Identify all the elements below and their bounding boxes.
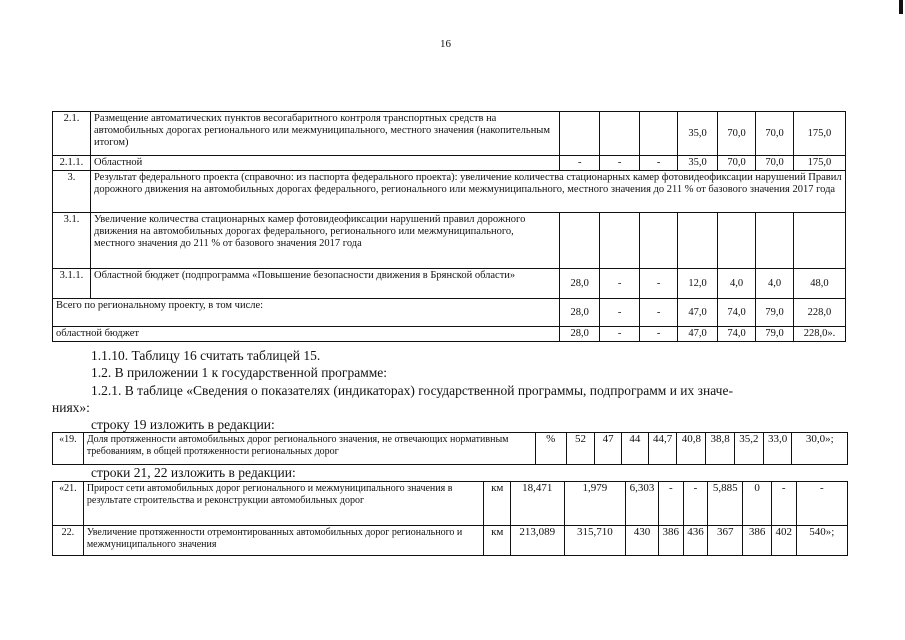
paragraph-1-1-10: 1.1.10. Таблицу 16 считать таблицей 15. (91, 348, 321, 363)
value-cell: 386 (743, 526, 772, 556)
value-cell: 430 (626, 526, 659, 556)
row-text: Областной (90, 156, 559, 171)
total-label: Всего по региональному проекту, в том числе: (53, 299, 560, 327)
value-cell: 47,0 (678, 327, 718, 342)
table-row (53, 213, 846, 269)
row-index: 3. (53, 171, 91, 213)
unit-cell: км (484, 482, 511, 526)
value-cell: 40,8 (677, 433, 706, 465)
value-cell (756, 213, 794, 269)
table-row (53, 269, 846, 299)
value-cell: 35,0 (678, 112, 718, 156)
value-cell: 70,0 (756, 112, 794, 156)
value-cell (600, 213, 640, 269)
value-cell: 28,0 (560, 269, 600, 299)
value-cell: - (600, 269, 640, 299)
paragraph-1-2-1: 1.2.1. В таблице «Сведения о показателях (индикаторах) государственной программы, подпрограмм и их значе- (91, 383, 733, 398)
value-cell: 4,0 (756, 269, 794, 299)
value-cell: 79,0 (756, 327, 794, 342)
value-cell: 18,471 (511, 482, 564, 526)
value-cell: 28,0 (560, 327, 600, 342)
value-cell: 74,0 (718, 327, 756, 342)
value-cell: - (658, 482, 683, 526)
row-index: 3.1.1. (53, 269, 91, 299)
value-cell (600, 112, 640, 156)
value-cell: 213,089 (511, 526, 564, 556)
value-cell: 47,0 (678, 299, 718, 327)
value-cell (718, 213, 756, 269)
paragraph-rows21-22: строки 21, 22 изложить в редакции: (91, 465, 296, 480)
row-text: Размещение автоматических пунктов весогабаритного контроля транспортных средств на автомобильных дорогах регионального или межмуниципального, местного значения (накопительным итогом) (90, 112, 559, 156)
value-cell (560, 112, 600, 156)
row-text: Результат федерального проекта (справочно: из паспорта федерального проекта): увеличение количества стационарных камер фотовидеофиксации нарушений Правил дорожного движения на автомобильных дорогах федерального, регионального или межмуниципального, местного значения до 211 % от базового значения 2017 года (90, 171, 845, 213)
table-row (53, 171, 846, 213)
value-cell: 74,0 (718, 299, 756, 327)
value-cell: 175,0 (793, 112, 845, 156)
value-cell (640, 213, 678, 269)
regional-project-table (52, 111, 846, 342)
edge-mark (899, 0, 903, 14)
value-cell: 175,0 (793, 156, 845, 171)
value-cell: 38,8 (706, 433, 735, 465)
value-cell: 35,2 (734, 433, 763, 465)
row-index: 3.1. (53, 213, 91, 269)
value-cell: - (600, 299, 640, 327)
value-cell: - (683, 482, 708, 526)
page-number: 16 (440, 38, 451, 50)
value-cell: - (640, 299, 678, 327)
value-cell: - (600, 156, 640, 171)
value-cell: 367 (708, 526, 743, 556)
paragraph-row19: строку 19 изложить в редакции: (91, 417, 275, 432)
value-cell: 402 (771, 526, 796, 556)
paragraph-1-2-1-cont: ниях»: (52, 400, 90, 415)
row-index: 2.1. (53, 112, 91, 156)
value-cell (560, 213, 600, 269)
value-cell: 28,0 (560, 299, 600, 327)
value-cell: 70,0 (718, 156, 756, 171)
value-cell: 0 (743, 482, 772, 526)
row-text: Увеличение протяженности отремонтированных автомобильных дорог регионального и межмуниципального значения (83, 526, 484, 556)
row-index: «19. (53, 433, 84, 465)
row-index: 2.1.1. (53, 156, 91, 171)
value-cell: 5,885 (708, 482, 743, 526)
value-cell: - (600, 327, 640, 342)
value-cell: - (640, 269, 678, 299)
value-cell: 79,0 (756, 299, 794, 327)
indicator-rows21-22-table (52, 481, 848, 556)
row-index: «21. (53, 482, 84, 526)
value-cell: - (796, 482, 847, 526)
value-cell (640, 112, 678, 156)
total-row (53, 299, 846, 327)
budget-label: областной бюджет (53, 327, 560, 342)
budget-row (53, 327, 846, 342)
value-cell: 6,303 (626, 482, 659, 526)
value-cell: 540»; (796, 526, 847, 556)
row-text: Доля протяженности автомобильных дорог регионального значения, не отвечающих нормативным требованиям, в общей протяженности региональных дорог (83, 433, 535, 465)
paragraph-1-2: 1.2. В приложении 1 к государственной программе: (91, 365, 388, 380)
value-cell: 228,0 (793, 299, 845, 327)
value-cell (678, 213, 718, 269)
value-cell: 12,0 (678, 269, 718, 299)
value-cell: 4,0 (718, 269, 756, 299)
unit-cell: % (535, 433, 566, 465)
value-cell: 1,979 (564, 482, 626, 526)
table-row (53, 433, 848, 465)
row-text: Увеличение количества стационарных камер фотовидеофиксации нарушений правил дорожного движения на автомобильных дорогах федерального, регионального или межмуниципального, местного значения до 211 % от базового значения 2017 года (90, 213, 559, 269)
value-cell: - (640, 156, 678, 171)
value-cell: 315,710 (564, 526, 626, 556)
indicator-row19-table (52, 432, 848, 465)
row-text: Прирост сети автомобильных дорог регионального и межмуниципального значения в результате строительства и реконструкции автомобильных дорог (83, 482, 484, 526)
value-cell: 52 (566, 433, 595, 465)
value-cell: 44,7 (648, 433, 677, 465)
value-cell: 436 (683, 526, 708, 556)
value-cell: 48,0 (793, 269, 845, 299)
value-cell: - (640, 327, 678, 342)
unit-cell: км (484, 526, 511, 556)
value-cell (793, 213, 845, 269)
value-cell: 70,0 (756, 156, 794, 171)
value-cell: 30,0»; (792, 433, 848, 465)
row-text: Областной бюджет (подпрограмма «Повышение безопасности движения в Брянской области» (90, 269, 559, 299)
value-cell: 35,0 (678, 156, 718, 171)
table-row (53, 156, 846, 171)
value-cell: 33,0 (763, 433, 792, 465)
value-cell: - (560, 156, 600, 171)
row-index: 22. (53, 526, 84, 556)
value-cell: 386 (658, 526, 683, 556)
value-cell: 47 (595, 433, 622, 465)
table-row (53, 112, 846, 156)
value-cell: - (771, 482, 796, 526)
table-row (53, 482, 848, 526)
value-cell: 70,0 (718, 112, 756, 156)
value-cell: 44 (622, 433, 649, 465)
value-cell: 228,0». (793, 327, 845, 342)
table-row (53, 526, 848, 556)
